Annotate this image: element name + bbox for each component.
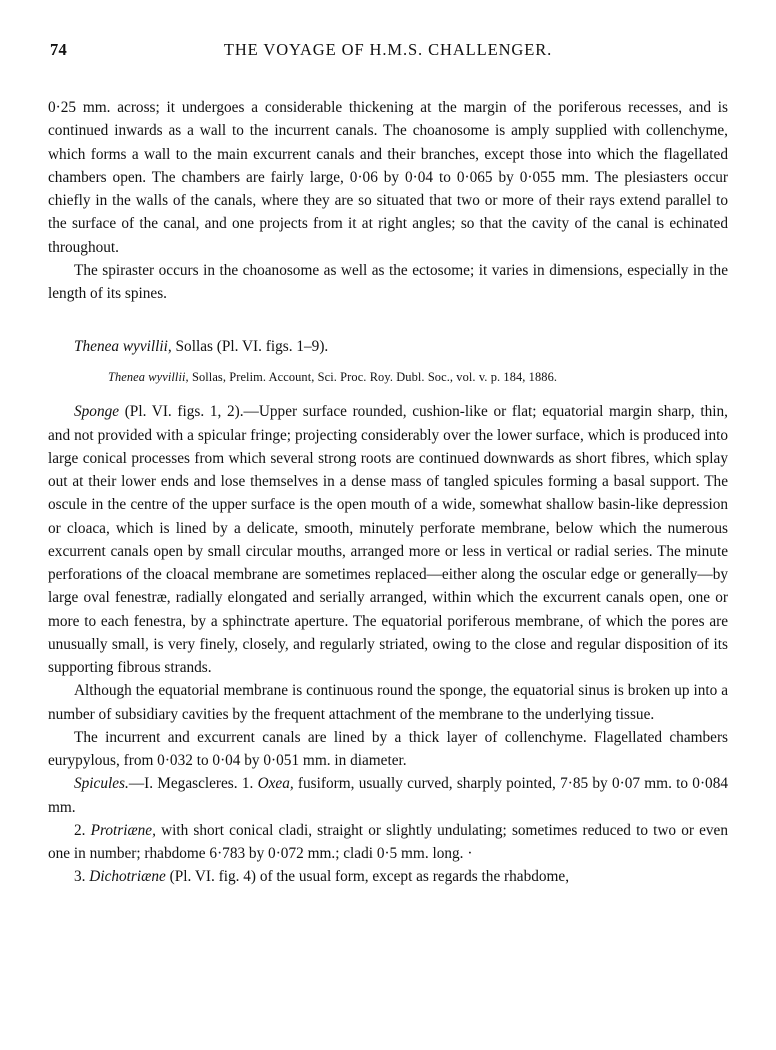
dichotriaene-text: (Pl. VI. fig. 4) of the usual form, except as regards the rhabdome, [165, 868, 570, 886]
sponge-description: (Pl. VI. figs. 1, 2).—Upper surface rounded, cushion-like or flat; equatorial margin sharp, thin, and not provided with a spicular fringe; projecting considerably over the lower surface, which is produced into large conical processes from which several strong roots are continued downwards as short fibres, which splay out at their lower ends and lose themselves in a dense mass of tangled spicules forming a basal support. The oscule in the centre of the upper surface is the open mouth of a wide, somewhat shallow basin-like depression or cloaca, which is lined by a delicate, smooth, minutely perforate membrane, below which the numerous excurrent canals open by small circular mouths, arranged more or less in vertical or radial series. The minute perforations of the cloacal membrane are sometimes replaced—either along the oscular edge or generally—by large oval fenestræ, radially elongated and serially arranged, within which the excurrent canals open, one or more to each fenestra, by a sphinctrate aperture. The equatorial poriferous membrane, of which the pores are unusually small, is very finely, closely, and regularly striated, owing to the close and regular disposition of its supporting fibrous strands. [48, 403, 728, 677]
paragraph-protriaene [48, 819, 728, 866]
species-reference [48, 368, 728, 387]
species-heading-rest: Sollas (Pl. VI. figs. 1–9). [171, 338, 329, 356]
page-header [46, 40, 730, 74]
dichotriaene-number: 3. [74, 868, 90, 886]
paragraph-spicules [48, 772, 728, 819]
page-number: 74 [50, 40, 68, 59]
oxea-term: Oxea, [257, 775, 294, 793]
protriaene-number: 2. [74, 821, 91, 839]
page-body [46, 96, 730, 889]
paragraph-dichotriaene [48, 865, 728, 888]
reference-citation: Sollas, Prelim. Account, Sci. Proc. Roy. Dubl. Soc., vol. v. p. 184, 1886. [188, 369, 558, 384]
spicules-text-a: —I. Megascleres. 1. [128, 775, 258, 793]
paragraph-spiraster: The spiraster occurs in the choanosome as well as the ectosome; it varies in dimensions, especially in the length of its spines. [48, 261, 728, 302]
paragraph-continuation: 0·25 mm. across; it undergoes a considerable thickening at the margin of the poriferous recesses, and is continued inwards as a wall to the incurrent canals. The choanosome is amply supplied with collenchyme, which forms a wall to the main excurrent canals and their branches, except those into which the flagellated chambers open. The chambers are fairly large, 0·06 by 0·04 to 0·065 by 0·055 mm. The plesiasters occur chiefly in the walls of the canals, where they are so situated that two or more of their rays extend parallel to the surface of the canal, and one projects from it at right angles; so that the cavity of the canal is echinated throughout. [48, 99, 728, 256]
sponge-lead-in: Sponge [74, 403, 120, 421]
species-heading [48, 335, 728, 358]
running-head: THE VOYAGE OF H.M.S. CHALLENGER. [223, 40, 553, 59]
paragraph-equatorial-membrane: Although the equatorial membrane is continuous round the sponge, the equatorial sinus is broken up into a number of subsidiary cavities by the frequent attachment of the membrane to the underlying tissue. [48, 682, 728, 723]
spicules-text-b: fusiform, usually curved, sharply pointed, 7·85 by 0·07 mm. to 0·084 mm. [48, 775, 728, 816]
protriaene-term: Protriæne, [90, 821, 156, 839]
spicules-lead-in: Spicules. [74, 775, 129, 793]
paragraph-canals: The incurrent and excurrent canals are lined by a thick layer of collenchyme. Flagellated chambers eurypylous, from 0·032 to 0·04 by 0·051 mm. in diameter. [48, 728, 728, 770]
dichotriaene-term: Dichotriæne [89, 868, 166, 886]
paragraph-sponge [48, 400, 728, 679]
reference-species-name: Thenea wyvillii, [108, 369, 189, 384]
species-name: Thenea wyvillii, [74, 338, 172, 356]
protriaene-text: with short conical cladi, straight or slightly undulating; sometimes reduced to two or even one in number; rhabdome 6·783 by 0·072 mm.; cladi 0·5 mm. long. · [48, 821, 728, 863]
